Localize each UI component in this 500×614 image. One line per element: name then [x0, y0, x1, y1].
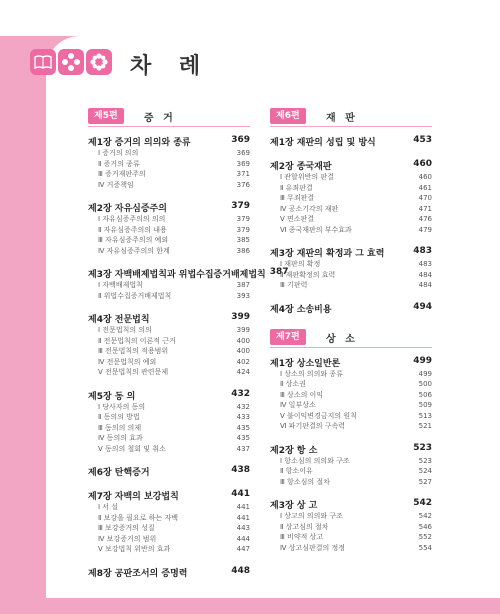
section-entry[interactable]	[270, 421, 432, 432]
section-title: Ⅲ 항소심의 절차	[280, 477, 330, 486]
section-entry[interactable]	[270, 511, 432, 522]
chapter-title: 제3장 자백배제법칙과 위법수집증거배제법칙	[88, 270, 266, 280]
flower-icon	[58, 49, 84, 75]
spacer	[270, 432, 432, 438]
section-entry[interactable]	[88, 235, 250, 246]
part-header	[88, 108, 250, 127]
section-title: Ⅳ 보강증거의 범위	[98, 534, 157, 543]
section-page: 484	[418, 270, 432, 279]
section-entry[interactable]	[270, 543, 432, 554]
chapter-title: 제5장 동 의	[88, 391, 136, 402]
section-title: Ⅲ 증거재판주의	[98, 170, 146, 178]
section-entry[interactable]	[88, 544, 250, 555]
chapter-page: 499	[413, 355, 432, 366]
chapter-page: 441	[231, 489, 250, 499]
section-page: 461	[418, 183, 432, 192]
section-page: 441	[236, 503, 250, 511]
section-entry[interactable]	[270, 411, 432, 422]
section-entry[interactable]	[88, 148, 250, 159]
spacer	[88, 190, 250, 196]
section-entry[interactable]	[270, 259, 432, 270]
section-page: 393	[236, 291, 250, 300]
section-entry[interactable]	[88, 513, 250, 524]
chapter-list	[270, 135, 432, 315]
section-page: 435	[236, 423, 250, 432]
section-title: Ⅲ 기판력	[280, 281, 308, 289]
section-entry[interactable]	[88, 444, 250, 455]
section-page: 385	[236, 236, 250, 244]
section-page: 506	[418, 390, 432, 399]
section-entry[interactable]	[270, 183, 432, 194]
section-page: 376	[236, 180, 250, 189]
section-title: Ⅱ 재판확정의 효력	[280, 270, 336, 279]
section-entry[interactable]	[270, 270, 432, 281]
book-icon	[30, 49, 56, 75]
part-title: 상 소	[326, 333, 358, 345]
section-page: 435	[236, 434, 250, 442]
section-page: 470	[418, 194, 432, 202]
chapter-page: 387	[269, 267, 289, 277]
chapter-title: 제1장 상소일반론	[270, 358, 341, 369]
section-page: 402	[236, 357, 250, 366]
section-entry[interactable]	[88, 246, 250, 257]
section-page: 483	[418, 260, 432, 268]
chapter-entry[interactable]	[88, 465, 250, 478]
chapter-entry[interactable]	[270, 302, 432, 315]
section-title: Ⅰ 항소심의 의의와 구조	[280, 456, 350, 465]
chapter-entry[interactable]	[88, 566, 250, 579]
spacer	[270, 148, 432, 154]
spacer	[270, 487, 432, 493]
section-entry[interactable]	[270, 522, 432, 533]
chapter-entry[interactable]	[270, 498, 432, 511]
chapter-title: 제3장 재판의 확정과 그 효력	[270, 249, 385, 259]
section-page: 509	[418, 401, 432, 409]
spacer	[88, 256, 250, 262]
section-entry[interactable]	[270, 225, 432, 236]
chapter-entry[interactable]	[270, 443, 432, 456]
page-title: 차 례	[130, 54, 211, 79]
section-title: Ⅰ 당사자의 동의	[98, 402, 146, 411]
spacer	[88, 301, 250, 307]
section-page: 527	[418, 477, 432, 486]
section-title: Ⅳ 공소기각의 재판	[280, 204, 339, 213]
chapter-page: 483	[413, 246, 432, 256]
section-page: 471	[418, 204, 432, 213]
chapter-page: 432	[231, 388, 250, 399]
section-page: 400	[236, 347, 250, 355]
section-page: 369	[236, 149, 250, 157]
section-title: Ⅳ 전문법칙의 예외	[98, 357, 157, 366]
section-title: Ⅰ 상소의 의의와 종류	[280, 369, 343, 378]
section-title: Ⅰ 재판의 확정	[280, 260, 321, 268]
chapter-title: 제1장 재판의 성립 및 방식	[270, 138, 376, 148]
section-title: Ⅴ 불이익변경금지의 원칙	[280, 411, 357, 420]
section-title: Ⅳ 상고심판결의 정정	[280, 543, 346, 552]
section-title: Ⅴ 동의의 철회 및 취소	[98, 444, 166, 453]
section-page: 499	[418, 369, 432, 378]
section-title: Ⅰ 관할위반의 판결	[280, 173, 334, 181]
chapter-list	[270, 356, 432, 554]
section-page: 524	[418, 467, 432, 475]
chapter-page: 369	[231, 135, 250, 145]
section-entry[interactable]	[88, 402, 250, 413]
section-title: Ⅰ 서 설	[98, 503, 119, 511]
chapter-title: 제2장 항 소	[270, 445, 318, 456]
section-page: 437	[236, 444, 250, 453]
chapter-title: 제4장 소송비용	[270, 304, 332, 315]
section-entry[interactable]	[270, 214, 432, 225]
section-title: Ⅲ 비약적 상고	[280, 533, 324, 541]
chapter-entry[interactable]	[270, 135, 432, 148]
section-entry[interactable]	[270, 280, 432, 291]
section-page: 460	[418, 173, 432, 181]
chapter-page: 453	[413, 135, 432, 145]
chapter-page: 494	[413, 301, 432, 312]
section-page: 432	[236, 402, 250, 411]
chapter-entry[interactable]	[88, 389, 250, 402]
section-title: Ⅳ 일부상소	[280, 401, 316, 409]
section-title: Ⅰ 증거의 의의	[98, 149, 139, 157]
chapter-page: 399	[231, 312, 250, 322]
part-badge: 제7편	[270, 329, 306, 345]
chapter-page: 448	[231, 565, 250, 576]
chapter-title: 제2장 종국재판	[270, 162, 332, 172]
section-title: Ⅰ 자백배제법칙	[98, 281, 143, 289]
section-title: Ⅱ 보강을 필요로 하는 자백	[98, 513, 178, 522]
section-entry[interactable]	[88, 291, 250, 302]
section-page: 476	[418, 215, 432, 223]
chapter-entry[interactable]	[270, 246, 432, 259]
section-title: Ⅱ 전문법칙의 이론적 근거	[98, 336, 176, 345]
section-entry[interactable]	[88, 159, 250, 170]
section-page: 523	[418, 456, 432, 465]
section-entry[interactable]	[88, 280, 250, 291]
section-page: 546	[418, 522, 432, 531]
spacer	[270, 291, 432, 297]
section-title: Ⅰ 상고의 의의와 구조	[280, 512, 343, 520]
section-page: 441	[236, 513, 250, 522]
section-page: 433	[236, 413, 250, 421]
section-title: Ⅴ 전문법칙의 관련문제	[98, 368, 169, 376]
section-title: Ⅱ 위법수집증거배제법칙	[98, 291, 172, 300]
chapter-title: 제1장 증거의 의의와 종류	[88, 138, 191, 148]
section-title: Ⅳ 자유심증주의의 한계	[98, 246, 170, 255]
section-page: 479	[418, 225, 432, 234]
section-entry[interactable]	[88, 423, 250, 434]
section-title: Ⅱ 항소이유	[280, 467, 313, 475]
section-entry[interactable]	[270, 456, 432, 467]
section-entry[interactable]	[88, 225, 250, 236]
section-entry[interactable]	[270, 390, 432, 401]
section-page: 400	[236, 336, 250, 345]
logo-group	[30, 44, 116, 80]
section-page: 371	[236, 170, 250, 178]
section-page: 387	[236, 281, 250, 289]
section-page: 513	[418, 411, 432, 420]
chapter-page: 523	[413, 442, 432, 453]
section-page: 542	[418, 512, 432, 520]
section-entry[interactable]	[270, 532, 432, 543]
section-entry[interactable]	[88, 502, 250, 513]
chapter-title: 제4장 전문법칙	[88, 315, 150, 325]
section-page: 386	[236, 246, 250, 255]
section-entry[interactable]	[270, 172, 432, 183]
section-entry[interactable]	[88, 169, 250, 180]
section-title: Ⅰ 자유심증주의의 의의	[98, 215, 166, 223]
section-entry[interactable]	[270, 193, 432, 204]
section-title: Ⅲ 자유심증주의의 예외	[98, 236, 169, 244]
chapter-page: 542	[413, 498, 432, 508]
chapter-entry[interactable]	[88, 489, 250, 502]
section-page: 444	[236, 534, 250, 543]
section-title: Ⅱ 동의의 방법	[98, 413, 140, 421]
section-entry[interactable]	[270, 477, 432, 488]
section-page: 424	[236, 368, 250, 376]
section-entry[interactable]	[270, 204, 432, 215]
section-title: Ⅲ 전문법칙의 적용범위	[98, 347, 169, 355]
section-entry[interactable]	[88, 357, 250, 368]
toc-column-right	[270, 108, 432, 553]
part-badge: 제6편	[270, 108, 306, 124]
spacer	[88, 478, 250, 484]
part-title: 증 거	[144, 113, 176, 124]
part-header	[270, 329, 432, 348]
section-title: Ⅱ 상고심의 절차	[280, 522, 329, 531]
section-title: Ⅱ 유죄판결	[280, 183, 313, 192]
chapter-entry[interactable]	[270, 356, 432, 369]
part-header	[270, 108, 432, 127]
part-badge: 제5편	[88, 108, 124, 124]
section-page: 443	[236, 524, 250, 532]
section-entry[interactable]	[88, 534, 250, 545]
section-entry[interactable]	[88, 523, 250, 534]
section-title: Ⅵ 파기판결의 구속력	[280, 422, 346, 430]
chapter-entry[interactable]	[88, 135, 250, 148]
section-page: 484	[418, 281, 432, 289]
section-title: Ⅲ 상소의 이익	[280, 390, 324, 399]
section-title: Ⅱ 증거의 종류	[98, 159, 140, 168]
section-title: Ⅵ 종국재판의 부수효과	[280, 225, 352, 234]
chapter-entry[interactable]	[88, 312, 250, 325]
section-entry[interactable]	[88, 180, 250, 191]
chapter-title: 제7장 자백의 보강법칙	[88, 492, 179, 502]
section-entry[interactable]	[270, 466, 432, 477]
chapter-title: 제8장 공판조서의 증명력	[88, 568, 188, 579]
section-title: Ⅴ 보강법칙 위반의 효과	[98, 545, 171, 553]
section-entry[interactable]	[88, 433, 250, 444]
section-page: 379	[236, 215, 250, 223]
section-page: 447	[236, 545, 250, 553]
section-title: Ⅱ 자유심증주의의 내용	[98, 225, 167, 234]
section-page: 379	[236, 225, 250, 234]
section-title: Ⅴ 면소판결	[280, 215, 315, 223]
chapter-entry[interactable]	[88, 201, 250, 214]
section-entry[interactable]	[88, 336, 250, 347]
section-page: 500	[418, 380, 432, 388]
chapter-title: 제2장 자유심증주의	[88, 204, 167, 214]
section-page: 369	[236, 159, 250, 168]
section-entry[interactable]	[88, 325, 250, 336]
section-page: 554	[418, 543, 432, 552]
section-entry[interactable]	[88, 412, 250, 423]
flower-icon	[86, 49, 112, 75]
chapter-title: 제3장 상 고	[270, 501, 318, 511]
part-title: 재 판	[326, 113, 358, 124]
spacer	[88, 555, 250, 561]
chapter-entry[interactable]	[88, 267, 289, 280]
section-title: Ⅲ 보강증거의 성질	[98, 524, 155, 532]
chapter-title: 제6장 탄핵증거	[88, 468, 150, 478]
chapter-page: 460	[413, 159, 432, 169]
section-page: 521	[418, 422, 432, 430]
chapter-page: 379	[231, 201, 250, 211]
section-entry[interactable]	[88, 367, 250, 378]
section-entry[interactable]	[88, 214, 250, 225]
section-page: 399	[236, 326, 250, 334]
section-title: Ⅳ 거증책임	[98, 180, 134, 189]
section-title: Ⅲ 무죄판결	[280, 194, 315, 202]
section-title: Ⅰ 전문법칙의 의의	[98, 326, 152, 334]
section-title: Ⅲ 동의의 의제	[98, 423, 142, 432]
spacer	[270, 235, 432, 241]
spacer	[88, 378, 250, 384]
chapter-page: 438	[231, 465, 250, 475]
section-entry[interactable]	[270, 400, 432, 411]
section-entry[interactable]	[88, 346, 250, 357]
spacer	[88, 454, 250, 460]
chapter-entry[interactable]	[270, 159, 432, 172]
section-entry[interactable]	[270, 379, 432, 390]
section-title: Ⅳ 동의의 효과	[98, 434, 143, 442]
section-page: 552	[418, 533, 432, 541]
section-title: Ⅱ 상소권	[280, 380, 306, 388]
section-entry[interactable]	[270, 369, 432, 380]
